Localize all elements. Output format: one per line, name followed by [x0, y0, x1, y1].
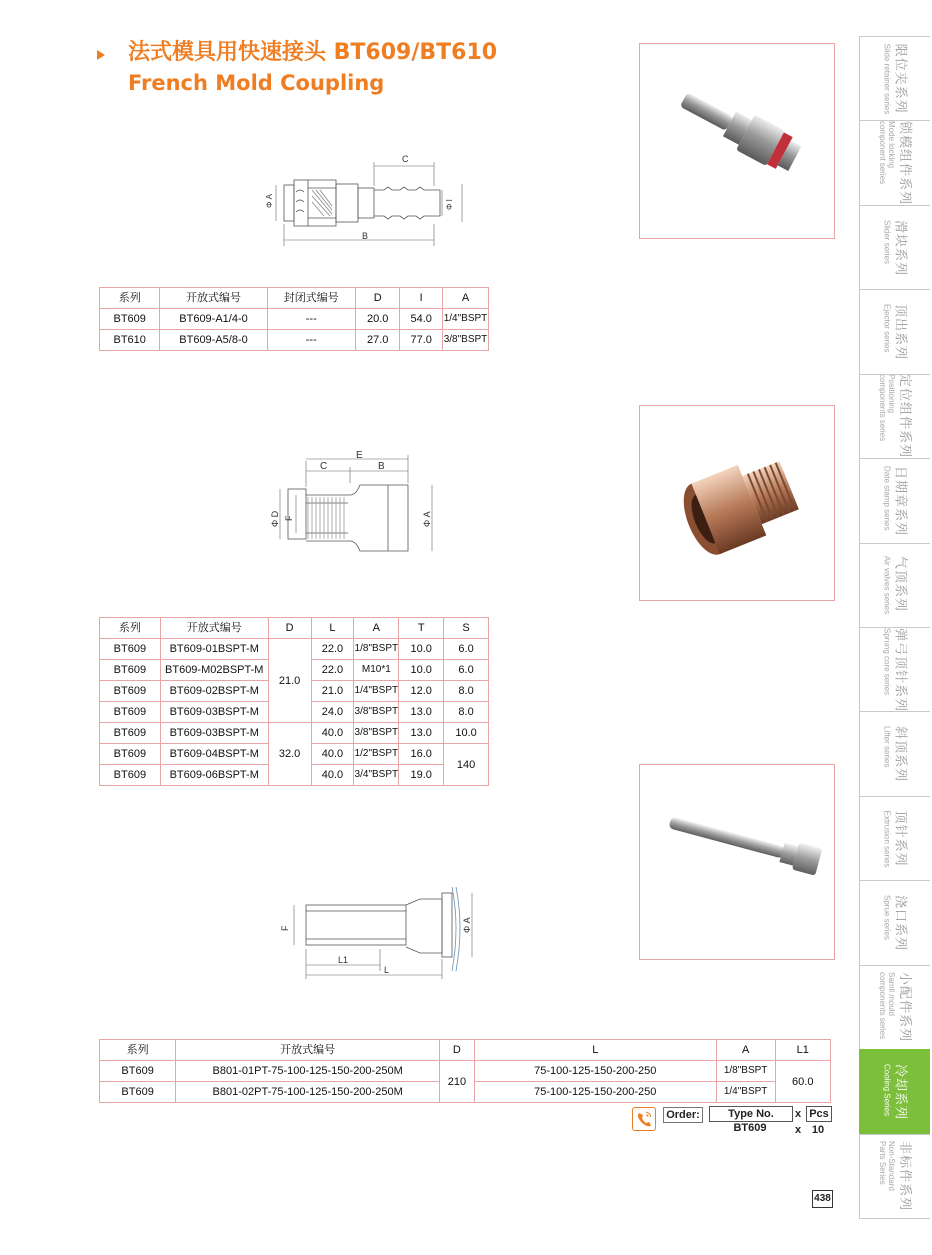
table-header: 开放式编号 — [160, 288, 267, 309]
sidebar-tab-en: Cooling Series — [882, 1063, 892, 1116]
table-cell: BT609 — [100, 765, 161, 786]
sidebar-tab-en: components series — [878, 374, 887, 442]
adapter-drawing-2 — [268, 447, 448, 562]
tube-photo-icon — [640, 765, 834, 959]
table-cell: 21.0 — [311, 681, 354, 702]
table-cell: BT609 — [100, 681, 161, 702]
table-cell: 27.0 — [355, 330, 400, 351]
table-cell: 12.0 — [399, 681, 444, 702]
table-cell: --- — [267, 309, 355, 330]
table-cell: 140 — [444, 744, 489, 786]
table-cell: 75-100-125-150-200-250 — [474, 1082, 716, 1103]
sidebar-tab[interactable] — [859, 36, 930, 121]
table-cell: 3/8"BSPT — [354, 702, 399, 723]
sidebar-tab-label — [883, 628, 908, 712]
page-title — [128, 38, 497, 98]
sidebar-tab[interactable] — [859, 458, 930, 543]
table-header: T — [399, 618, 444, 639]
sidebar-tab-en: Sprue series — [882, 894, 892, 940]
table-row — [100, 639, 489, 660]
sidebar-tab-label — [878, 972, 912, 1042]
dim-label-b: B — [362, 231, 369, 241]
table-cell: BT609 — [100, 1082, 176, 1103]
table-cell: 40.0 — [311, 723, 354, 744]
table-cell: 1/4"BSPT — [442, 309, 488, 330]
coupling-photo-icon — [640, 44, 834, 238]
table-cell: 16.0 — [399, 744, 444, 765]
table-cell: BT609 — [100, 744, 161, 765]
table-cell: BT609-A5/8-0 — [160, 330, 267, 351]
coupling-drawing-1 — [262, 150, 474, 250]
tube-drawing-3 — [276, 875, 486, 985]
table-cell: 22.0 — [311, 639, 354, 660]
sidebar-tab[interactable] — [859, 374, 930, 459]
table-cell: 40.0 — [311, 765, 354, 786]
sidebar-tab-en: Positioning — [887, 374, 896, 414]
dim-label-c: C — [402, 154, 409, 164]
table-cell: BT609-M02BSPT-M — [160, 660, 268, 681]
dim-label-a: Φ A — [462, 917, 472, 933]
table-cell: 1/4"BSPT — [354, 681, 399, 702]
times-sign: x — [795, 1108, 802, 1120]
table-header: 系列 — [100, 618, 161, 639]
table-header: A — [716, 1040, 775, 1061]
times-sign: x — [795, 1124, 802, 1136]
table-header: D — [268, 618, 311, 639]
sidebar-tab[interactable] — [859, 627, 930, 712]
table-cell: BT609-03BSPT-M — [160, 723, 268, 744]
sidebar-tab-cn: 弹弓顶针系列 — [892, 627, 908, 712]
table-cell: 8.0 — [444, 681, 489, 702]
product-photo-3 — [639, 764, 835, 960]
sidebar-tab[interactable] — [859, 120, 930, 205]
table-header: 系列 — [100, 288, 160, 309]
table-cell: 75-100-125-150-200-250 — [474, 1061, 716, 1082]
sidebar-tab[interactable] — [859, 543, 930, 628]
table-cell: B801-01PT-75-100-125-150-200-250M — [176, 1061, 440, 1082]
sidebar-tab-label — [883, 466, 908, 536]
table-cell: 13.0 — [399, 723, 444, 744]
sidebar-tab-cn: 气顶系列 — [892, 556, 908, 613]
sidebar-tab-en: Sprung core series — [882, 627, 892, 695]
sidebar-tab-cn: 小配件系列 — [897, 972, 912, 1043]
sidebar-tab-en: Ejector series — [882, 303, 892, 353]
sidebar-tab-cn: 顶针系列 — [892, 810, 908, 867]
table-cell: 3/8"BSPT — [354, 723, 399, 744]
sidebar-tab-en: Parts Series — [878, 1141, 887, 1185]
table-cell: 32.0 — [268, 723, 311, 786]
table-cell: BT609 — [100, 702, 161, 723]
sidebar-tab-cn: 浇口系列 — [892, 894, 908, 951]
dim-label-l: L — [384, 965, 390, 975]
sidebar-tab-cn: 冷却系列 — [892, 1063, 908, 1120]
sidebar-tab-label — [878, 121, 912, 205]
title-en: French Mold Coupling — [128, 71, 385, 95]
sidebar-tab-cn: 非标件系列 — [897, 1141, 912, 1212]
table-header: L — [311, 618, 354, 639]
table-header: 开放式编号 — [176, 1040, 440, 1061]
table-header: 系列 — [100, 1040, 176, 1061]
table-cell: 1/8"BSPT — [716, 1061, 775, 1082]
table-cell: BT610 — [100, 330, 160, 351]
sidebar-tab-cn: 日期章系列 — [892, 465, 908, 536]
table-cell: 22.0 — [311, 660, 354, 681]
table-cell: BT609 — [100, 660, 161, 681]
sidebar-tab[interactable] — [859, 289, 930, 374]
table-cell: 6.0 — [444, 639, 489, 660]
sidebar-tab-label — [883, 810, 908, 867]
sidebar-tab[interactable] — [859, 205, 930, 290]
sidebar-tab-en: Extrusion series — [882, 810, 892, 868]
table-cell: 60.0 — [775, 1061, 830, 1103]
sidebar-tab-cn: 锁模组件系列 — [897, 121, 912, 206]
title-arrow-icon — [97, 50, 105, 60]
table-header: 封闭式编号 — [267, 288, 355, 309]
sidebar-tab-label — [883, 726, 908, 782]
table-cell: 20.0 — [355, 309, 400, 330]
adapter-photo-icon — [640, 406, 834, 600]
table-cell: 19.0 — [399, 765, 444, 786]
table-cell: BT609 — [100, 309, 160, 330]
table-cell: 21.0 — [268, 639, 311, 723]
dim-label-b: B — [378, 461, 385, 472]
product-photo-2 — [639, 405, 835, 601]
table-cell: BT609-01BSPT-M — [160, 639, 268, 660]
pcs-header: Pcs — [806, 1106, 832, 1122]
type-no-header: Type No. — [709, 1106, 793, 1122]
sidebar-tab-label — [883, 43, 908, 114]
table-cell: BT609-03BSPT-M — [160, 702, 268, 723]
sidebar-tab[interactable] — [859, 711, 930, 796]
dim-label-a: Φ A — [265, 194, 274, 208]
table-cell: BT609 — [100, 639, 161, 660]
type-no-value: BT609 — [733, 1122, 767, 1134]
category-sidebar — [859, 36, 930, 1218]
table-cell: 13.0 — [399, 702, 444, 723]
dim-label-d: Φ D — [270, 510, 280, 527]
dim-label-c: C — [320, 461, 328, 472]
sidebar-tab[interactable] — [859, 1049, 930, 1134]
dim-label-e: E — [356, 450, 363, 461]
table-row — [100, 309, 489, 330]
sidebar-tab-label — [878, 1141, 912, 1211]
table-cell: 3/8"BSPT — [442, 330, 488, 351]
dim-label-a: Φ A — [422, 511, 432, 527]
sidebar-tab-en: components series — [878, 972, 887, 1040]
table-cell: B801-02PT-75-100-125-150-200-250M — [176, 1082, 440, 1103]
table-header: A — [354, 618, 399, 639]
sidebar-tab-label — [878, 374, 912, 458]
table-cell: 10.0 — [399, 660, 444, 681]
spec-table-2 — [99, 617, 489, 786]
sidebar-tab[interactable] — [859, 1134, 930, 1219]
table-cell: 3/4"BSPT — [354, 765, 399, 786]
sidebar-tab[interactable] — [859, 796, 930, 881]
sidebar-tab-en: Lifter series — [882, 726, 892, 768]
table-header: S — [444, 618, 489, 639]
table-cell: 6.0 — [444, 660, 489, 681]
sidebar-tab-cn: 定位组件系列 — [897, 374, 912, 459]
sidebar-tab-en: Date stamp series — [882, 465, 892, 531]
table-cell: --- — [267, 330, 355, 351]
phone-icon — [632, 1107, 656, 1131]
page-number: 438 — [812, 1190, 833, 1208]
table-cell: 8.0 — [444, 702, 489, 723]
product-photo-1 — [639, 43, 835, 239]
table-header: D — [355, 288, 400, 309]
table-header: I — [400, 288, 443, 309]
table-cell: M10*1 — [354, 660, 399, 681]
sidebar-tab-label — [883, 895, 908, 951]
dim-label-i: Φ I — [445, 199, 454, 210]
table-cell: 40.0 — [311, 744, 354, 765]
table-row — [100, 330, 489, 351]
table-cell: 10.0 — [444, 723, 489, 744]
table-cell: 77.0 — [400, 330, 443, 351]
pcs-value: 10 — [811, 1124, 825, 1136]
table-cell: BT609 — [100, 1061, 176, 1082]
table-cell: 210 — [440, 1061, 475, 1103]
spec-table-3 — [99, 1039, 831, 1103]
table-cell: 1/8"BSPT — [354, 639, 399, 660]
table-row — [100, 1061, 831, 1082]
sidebar-tab[interactable] — [859, 965, 930, 1050]
table-header: A — [442, 288, 488, 309]
sidebar-tab-en: Samll mould — [887, 972, 896, 1017]
table-cell: BT609-02BSPT-M — [160, 681, 268, 702]
table-header: L1 — [775, 1040, 830, 1061]
sidebar-tab-en: Air valves series — [882, 556, 892, 615]
sidebar-tab-en: Slide retainer series — [882, 43, 892, 115]
table-cell: 1/4"BSPT — [716, 1082, 775, 1103]
table-header: L — [474, 1040, 716, 1061]
table-cell: BT609-04BSPT-M — [160, 744, 268, 765]
sidebar-tab-label — [883, 220, 908, 276]
table-row — [100, 723, 489, 744]
sidebar-tab-cn: 斜顶系列 — [892, 726, 908, 783]
sidebar-tab-label — [883, 1064, 908, 1120]
spec-table-1 — [99, 287, 489, 351]
dim-label-f: F — [280, 925, 290, 931]
table-cell: 24.0 — [311, 702, 354, 723]
sidebar-tab-label — [883, 304, 908, 360]
table-cell: BT609-A1/4-0 — [160, 309, 267, 330]
order-label: Order: — [663, 1107, 703, 1123]
title-cn: 法式模具用快速接头 BT609/BT610 — [128, 40, 498, 65]
sidebar-tab-cn: 限位夹系列 — [892, 43, 908, 114]
table-cell: 10.0 — [399, 639, 444, 660]
sidebar-tab-en: Non-Standard — [887, 1141, 896, 1192]
sidebar-tab-en: Slider series — [882, 219, 892, 264]
table-cell: 1/2"BSPT — [354, 744, 399, 765]
sidebar-tab-cn: 顶出系列 — [892, 303, 908, 360]
sidebar-tab-en: component series — [878, 121, 887, 185]
table-cell: BT609-06BSPT-M — [160, 765, 268, 786]
dim-label-l1: L1 — [338, 955, 349, 965]
table-cell: 54.0 — [400, 309, 443, 330]
table-header: D — [440, 1040, 475, 1061]
dim-label-f: F — [284, 515, 294, 521]
sidebar-tab[interactable] — [859, 880, 930, 965]
sidebar-tab-cn: 滑块系列 — [892, 219, 908, 276]
sidebar-tab-label — [883, 556, 908, 614]
table-header: 开放式编号 — [160, 618, 268, 639]
sidebar-tab-en: Mode locking — [887, 121, 896, 169]
table-cell: BT609 — [100, 723, 161, 744]
